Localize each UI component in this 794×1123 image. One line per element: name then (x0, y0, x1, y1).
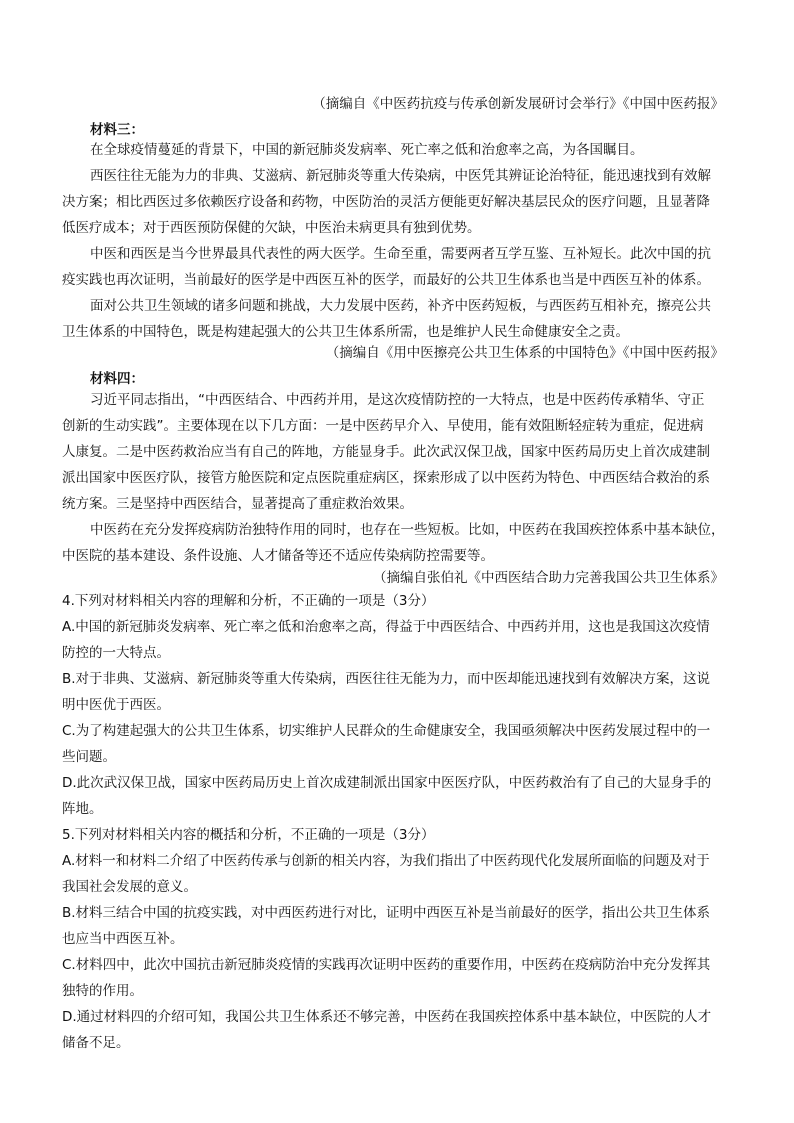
source-citation-3: （摘编自张伯礼《中西医结合助力完善我国公共卫生体系》 (373, 570, 724, 586)
material-3-paragraph-2 (62, 163, 726, 241)
option-a: A.材料一和材料二介绍了中医药传承与创新的相关内容，为我们指出了中医药现代化发展所面临的问题及对于 (62, 853, 710, 869)
option-b-cont: 明中医优于西医。 (62, 697, 170, 713)
option-d: D.此次武汉保卫战，国家中医药局历史上首次成建制派出国家中医医疗队，中医药救治有了自己的大显身手的 (62, 775, 712, 791)
option-a-cont: 防控的一大特点。 (62, 645, 170, 661)
text-line: 西医往往无能为力的非典、艾滋病、新冠肺炎等重大传染病，中医凭其辨证论治特征，能迅速找到有效解 (90, 168, 711, 184)
material-3-paragraph-4 (62, 293, 726, 345)
option-c: C.为了构建起强大的公共卫生体系，切实维护人民群众的生命健康安全，我国亟须解决中医药发展过程中的一 (62, 723, 711, 739)
option-b: B.材料三结合中国的抗疫实践，对中西医药进行对比，证明中西医互补是当前最好的医学，指出公共卫生体系 (62, 905, 711, 921)
question-4 (62, 588, 732, 822)
question-stem: 5.下列对材料相关内容的概括和分析，不正确的一项是（3分） (62, 827, 435, 843)
option-a: A.中国的新冠肺炎发病率、死亡率之低和治愈率之高，得益于中西医结合、中西药并用，这也是我国这次疫情 (62, 619, 710, 635)
text-line: 创新的生动实践”。主要体现在以下几方面：一是中医药早介入、早使用，能有效阻断轻症转为重症，促进病 (62, 418, 704, 434)
option-b-cont: 也应当中西医互补。 (62, 931, 184, 947)
option-a-cont: 我国社会发展的意义。 (62, 879, 197, 895)
source-citation-2: （摘编自《用中医擦亮公共卫生体系的中国特色》《中国中医药报》 (325, 345, 724, 361)
text-line: 人康复。二是中医药救治应当有自己的阵地，方能显身手。此次武汉保卫战，国家中医药局历史上首次成建制 (62, 444, 710, 460)
text-line: 中医院的基本建设、条件设施、人才储备等还不适应传染病防控需要等。 (62, 548, 494, 564)
option-c-cont: 些问题。 (62, 749, 116, 765)
text-line: 派出国家中医医疗队，接管方舱医院和定点医院重症病区，探索形成了以中医药为特色、中西医结合救治的系 (62, 470, 710, 486)
option-c-cont: 独特的作用。 (62, 983, 143, 999)
source-citation-1: （摘编自《中医药抗疫与传承创新发展研讨会举行》《中国中医药报》 (312, 96, 724, 112)
material-3-heading: 材料三： (90, 122, 144, 138)
material-4-paragraph-2 (62, 517, 726, 569)
material-3-paragraph-3 (62, 241, 726, 293)
option-d-cont: 储备不足。 (62, 1035, 130, 1051)
question-5 (62, 822, 732, 1056)
text-line: 中医和西医是当今世界最具代表性的两大医学。生命至重，需要两者互学互鉴、互补短长。此次中国的抗 (90, 246, 711, 262)
text-line: 在全球疫情蔓延的背景下，中国的新冠肺炎发病率、死亡率之低和治愈率之高，为各国瞩目。 (90, 142, 644, 158)
option-b: B.对于非典、艾滋病、新冠肺炎等重大传染病，西医往往无能为力，而中医却能迅速找到有效解决方案，这说 (62, 671, 711, 687)
text-line: 卫生体系的中国特色，既是构建起强大的公共卫生体系所需，也是维护人民生命健康安全之责。 (62, 324, 629, 340)
text-line: 面对公共卫生领域的诸多问题和挑战，大力发展中医药，补齐中医药短板，与西医药互相补充，擦亮公共 (90, 298, 711, 314)
material-3-paragraph-1 (90, 137, 726, 163)
option-d: D.通过材料四的介绍可知，我国公共卫生体系还不够完善，中医药在我国疾控体系中基本缺位，中医院的人才 (62, 1009, 712, 1025)
text-line: 中医药在充分发挥疫病防治独特作用的同时，也存在一些短板。比如，中医药在我国疾控体系中基本缺位， (90, 522, 725, 538)
material-4-heading: 材料四： (90, 371, 144, 387)
text-line: 统方案。三是坚持中西医结合，显著提高了重症救治效果。 (62, 496, 413, 512)
text-line: 习近平同志指出，“中西医结合、中西药并用，是这次疫情防控的一大特点，也是中医药传承精华、守正 (90, 392, 705, 408)
text-line: 决方案；相比西医过多依赖医疗设备和药物，中医防治的灵活方便能更好解决基层民众的医疗问题，且显著降 (62, 194, 710, 210)
text-line: 低医疗成本；对于西医预防保健的欠缺，中医治未病更具有独到优势。 (62, 220, 481, 236)
option-d-cont: 阵地。 (62, 801, 103, 817)
question-stem: 4.下列对材料相关内容的理解和分析，不正确的一项是（3分） (62, 593, 435, 609)
option-c: C.材料四中，此次中国抗击新冠肺炎疫情的实践再次证明中医药的重要作用，中医药在疫病防治中充分发挥其 (62, 957, 711, 973)
text-line: 疫实践也再次证明，当前最好的医学是中西医互补的医学，而最好的公共卫生体系也当是中西医互补的体系。 (62, 272, 710, 288)
material-4-paragraph-1 (62, 387, 726, 517)
